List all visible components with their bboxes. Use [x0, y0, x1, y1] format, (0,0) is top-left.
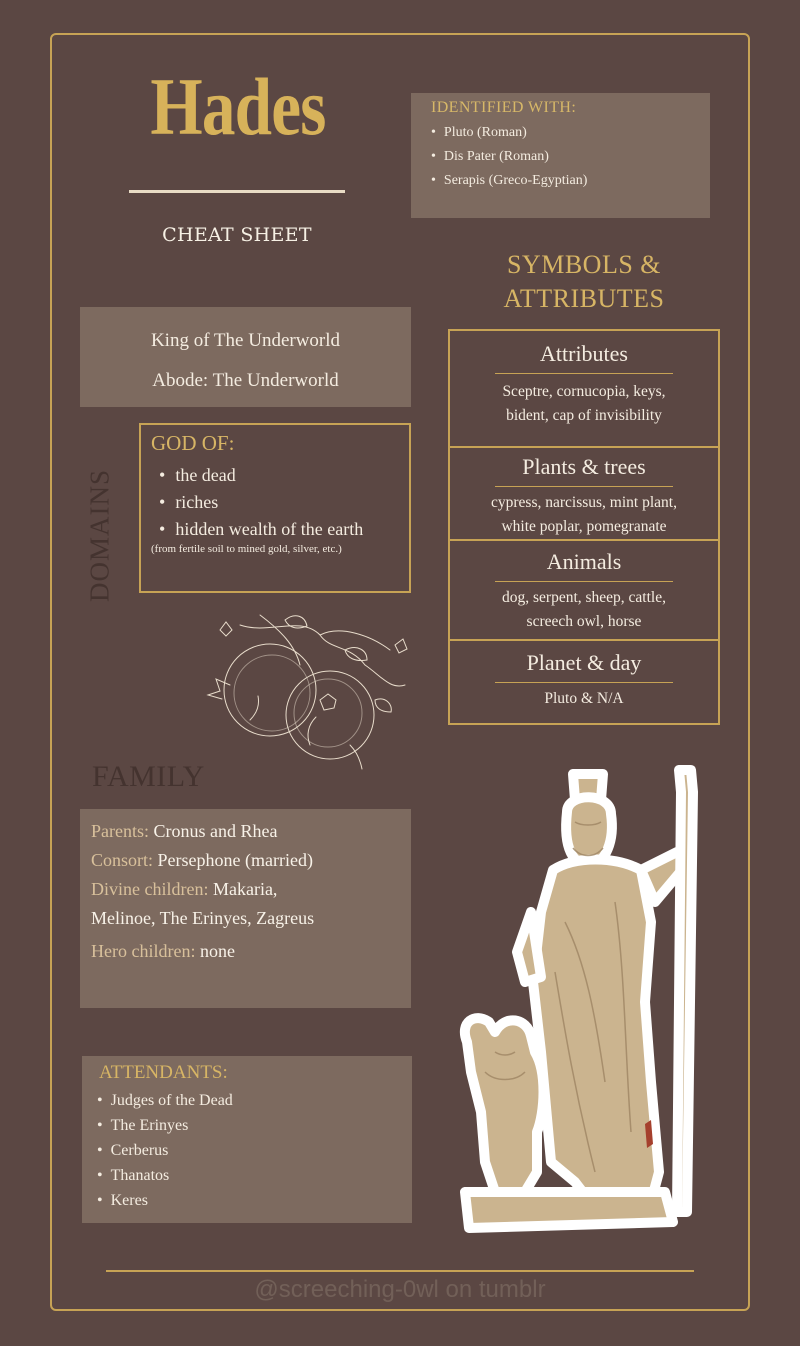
- god-of-list: [151, 462, 409, 543]
- family-heading: FAMILY: [92, 760, 205, 793]
- list-item: • Dis Pater (Roman): [431, 145, 710, 169]
- symbols-row-line: white poplar, pomegranate: [501, 518, 667, 535]
- symbols-heading: [468, 248, 700, 316]
- symbols-row-animals: [450, 541, 718, 641]
- list-item: • the dead: [159, 462, 409, 489]
- family-panel: [80, 809, 411, 1008]
- identified-with-panel: [411, 93, 710, 218]
- hero-children-label: Hero children:: [91, 941, 196, 961]
- symbols-heading-line2: ATTRIBUTES: [503, 284, 665, 313]
- attendants-heading: ATTENDANTS:: [99, 1062, 228, 1083]
- role-panel: [80, 307, 411, 407]
- title-divider: [129, 190, 345, 193]
- footer-divider: [106, 1270, 694, 1272]
- role-title: King of The Underworld: [150, 330, 341, 351]
- symbols-row-title: Animals: [495, 549, 673, 582]
- parents-value: Cronus and Rhea: [153, 821, 278, 841]
- list-item: • Cerberus: [97, 1138, 412, 1163]
- list-item: • riches: [159, 489, 409, 516]
- page-subtitle: CHEAT SHEET: [162, 224, 312, 246]
- symbols-row-desc: [450, 687, 718, 711]
- symbols-table: [448, 329, 720, 725]
- list-item: • Pluto (Roman): [431, 121, 710, 145]
- god-of-heading: GOD OF:: [151, 431, 235, 455]
- divine-children-label: Divine children:: [91, 879, 209, 899]
- hero-children-value: none: [199, 941, 235, 961]
- symbols-row-line: screech owl, horse: [526, 613, 642, 630]
- consort-value: Persephone (married): [157, 850, 313, 870]
- symbols-row-title: Attributes: [495, 341, 673, 374]
- symbols-row-attributes: [450, 331, 718, 448]
- family-divine-children: [91, 875, 411, 904]
- symbols-row-line: Sceptre, cornucopia, keys,: [502, 383, 666, 400]
- role-abode: Abode: The Underworld: [152, 370, 339, 391]
- symbols-row-desc: [450, 491, 718, 539]
- divine-children-value-cont: Melinoe, The Erinyes, Zagreus: [91, 908, 315, 928]
- list-item: • hidden wealth of the earth: [159, 516, 409, 543]
- hades-statue-image: [455, 752, 715, 1242]
- family-consort: [91, 846, 411, 875]
- divine-children-value: Makaria,: [212, 879, 278, 899]
- god-of-panel: [139, 423, 411, 593]
- parents-label: Parents:: [91, 821, 149, 841]
- attendants-panel: [82, 1056, 412, 1223]
- pomegranate-sketch-icon: [200, 605, 425, 775]
- list-item: • Judges of the Dead: [97, 1088, 412, 1113]
- symbols-row-line: Pluto & N/A: [544, 690, 624, 707]
- symbols-row-line: cypress, narcissus, mint plant,: [491, 494, 677, 511]
- symbols-row-line: dog, serpent, sheep, cattle,: [502, 589, 666, 606]
- symbols-heading-line1: SYMBOLS &: [506, 250, 662, 279]
- list-item: • Thanatos: [97, 1163, 412, 1188]
- symbols-row-title: Plants & trees: [495, 454, 673, 487]
- list-item: • Keres: [97, 1188, 412, 1213]
- page-title: Hades: [150, 61, 326, 152]
- symbols-row-desc: [450, 380, 718, 428]
- identified-with-heading: IDENTIFIED WITH:: [431, 99, 577, 116]
- domains-label: DOMAINS: [84, 469, 115, 603]
- symbols-row-title: Planet & day: [495, 650, 673, 683]
- symbols-row-planet: [450, 641, 718, 723]
- attendants-list: [97, 1088, 412, 1213]
- family-parents: [91, 817, 411, 846]
- family-hero-children: [91, 937, 411, 966]
- identified-with-list: [431, 121, 710, 193]
- consort-label: Consort:: [91, 850, 154, 870]
- list-item: • Serapis (Greco-Egyptian): [431, 169, 710, 193]
- god-of-note: (from fertile soil to mined gold, silver, etc.): [151, 543, 342, 555]
- symbols-row-line: bident, cap of invisibility: [506, 407, 662, 424]
- symbols-row-desc: [450, 586, 718, 634]
- footer-credit: @screeching-0wl on tumblr: [254, 1276, 546, 1303]
- list-item: • The Erinyes: [97, 1113, 412, 1138]
- symbols-row-plants: [450, 448, 718, 541]
